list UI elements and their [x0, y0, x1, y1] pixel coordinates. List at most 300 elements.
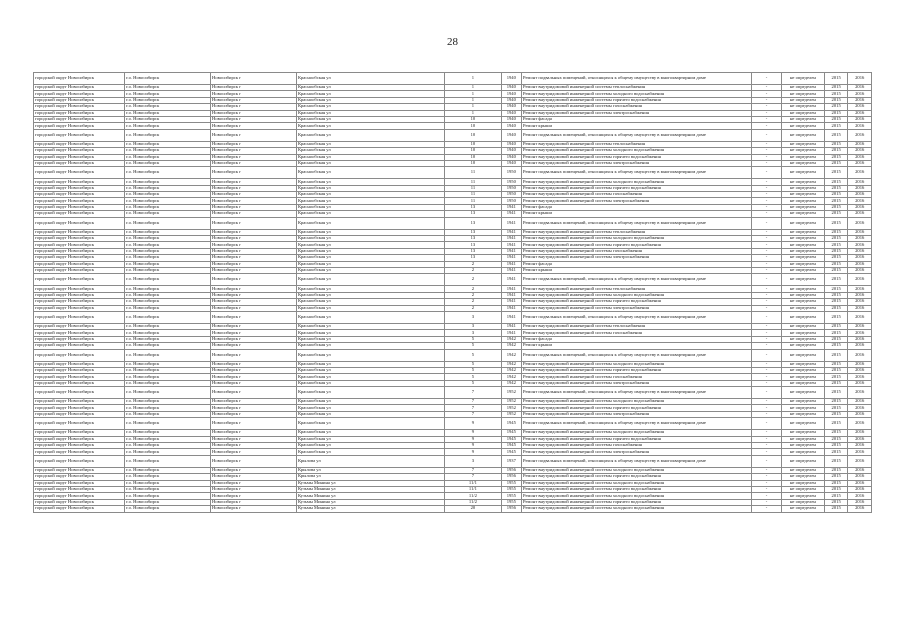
end-year-cell: 2016	[848, 443, 872, 449]
work-type-cell: Ремонт внутридомовой инженерной системы газоснабжения	[522, 192, 752, 198]
funding-cell: не определен	[781, 430, 824, 436]
build-year-cell: 1941	[501, 248, 521, 254]
work-type-cell: Ремонт внутридомовой инженерной системы холодного водоснабжения	[522, 480, 752, 486]
funding-cell: не определен	[781, 154, 824, 160]
build-year-cell: 1950	[501, 198, 521, 204]
build-year-cell: 1956	[501, 506, 521, 512]
work-type-cell: Ремонт подвальных помещений, относящихся к общему имуществу в многоквартирном доме	[522, 311, 752, 323]
city-cell: Новосибирск г	[211, 349, 297, 361]
start-year-cell: 2015	[824, 455, 848, 467]
street-cell: Краснообская ул	[296, 116, 444, 122]
house-number-cell: 9	[445, 443, 501, 449]
city-cell: Новосибирск г	[211, 167, 297, 179]
build-year-cell: 1940	[501, 148, 521, 154]
work-type-cell: Ремонт внутридомовой инженерной системы горячего водоснабжения	[522, 436, 752, 442]
house-number-cell: 13	[445, 229, 501, 235]
municipal-district-cell: г.о. Новосибирск	[125, 361, 211, 367]
city-cell: Новосибирск г	[211, 336, 297, 342]
house-number-cell: 10	[445, 141, 501, 147]
city-cell: Новосибирск г	[211, 299, 297, 305]
start-year-cell: 2015	[824, 255, 848, 261]
start-year-cell: 2015	[824, 236, 848, 242]
start-year-cell: 2015	[824, 305, 848, 311]
cost-cell: -	[752, 486, 782, 492]
city-cell: Новосибирск г	[211, 330, 297, 336]
end-year-cell: 2016	[848, 110, 872, 116]
work-type-cell: Ремонт подвальных помещений, относящихся к общему имуществу в многоквартирном доме	[522, 274, 752, 286]
start-year-cell: 2015	[824, 292, 848, 298]
city-cell: Новосибирск г	[211, 73, 297, 85]
city-cell: Новосибирск г	[211, 480, 297, 486]
start-year-cell: 2015	[824, 123, 848, 129]
funding-cell: не определен	[781, 455, 824, 467]
build-year-cell: 1956	[501, 474, 521, 480]
end-year-cell: 2016	[848, 104, 872, 110]
municipality-cell: городской округ Новосибирск	[34, 242, 125, 248]
street-cell: Краснообская ул	[296, 97, 444, 103]
municipality-cell: городской округ Новосибирск	[34, 292, 125, 298]
end-year-cell: 2016	[848, 211, 872, 217]
municipal-district-cell: г.о. Новосибирск	[125, 443, 211, 449]
work-type-cell: Ремонт внутридомовой инженерной системы теплоснабжения	[522, 323, 752, 329]
end-year-cell: 2016	[848, 204, 872, 210]
municipal-district-cell: г.о. Новосибирск	[125, 299, 211, 305]
city-cell: Новосибирск г	[211, 160, 297, 166]
funding-cell: не определен	[781, 418, 824, 430]
cost-cell: -	[752, 97, 782, 103]
start-year-cell: 2015	[824, 91, 848, 97]
cost-cell: -	[752, 299, 782, 305]
cost-cell: -	[752, 405, 782, 411]
work-type-cell: Ремонт фасада	[522, 336, 752, 342]
street-cell: Краснообская ул	[296, 154, 444, 160]
start-year-cell: 2015	[824, 97, 848, 103]
municipality-cell: городской округ Новосибирск	[34, 380, 125, 386]
funding-cell: не определен	[781, 349, 824, 361]
end-year-cell: 2016	[848, 274, 872, 286]
end-year-cell: 2016	[848, 367, 872, 373]
end-year-cell: 2016	[848, 343, 872, 349]
house-number-cell: 7	[445, 467, 501, 473]
street-cell: Крылова ул	[296, 474, 444, 480]
street-cell: Кузьмы Минина ул	[296, 480, 444, 486]
work-type-cell: Ремонт фасада	[522, 204, 752, 210]
work-type-cell: Ремонт подвальных помещений, относящихся к общему имуществу в многоквартирном доме	[522, 129, 752, 141]
municipality-cell: городской округ Новосибирск	[34, 349, 125, 361]
cost-cell: -	[752, 361, 782, 367]
house-number-cell: 7	[445, 399, 501, 405]
start-year-cell: 2015	[824, 418, 848, 430]
municipality-cell: городской округ Новосибирск	[34, 179, 125, 185]
city-cell: Новосибирск г	[211, 229, 297, 235]
municipal-district-cell: г.о. Новосибирск	[125, 154, 211, 160]
municipal-district-cell: г.о. Новосибирск	[125, 167, 211, 179]
start-year-cell: 2015	[824, 286, 848, 292]
house-number-cell: 2	[445, 305, 501, 311]
house-number-cell: 13	[445, 217, 501, 229]
municipality-cell: городской округ Новосибирск	[34, 204, 125, 210]
house-number-cell: 7	[445, 405, 501, 411]
cost-cell: -	[752, 349, 782, 361]
street-cell: Краснообская ул	[296, 192, 444, 198]
street-cell: Краснообская ул	[296, 85, 444, 91]
cost-cell: -	[752, 455, 782, 467]
build-year-cell: 1950	[501, 167, 521, 179]
municipal-district-cell: г.о. Новосибирск	[125, 405, 211, 411]
build-year-cell: 1941	[501, 204, 521, 210]
end-year-cell: 2016	[848, 336, 872, 342]
build-year-cell: 1950	[501, 192, 521, 198]
cost-cell: -	[752, 85, 782, 91]
municipality-cell: городской округ Новосибирск	[34, 443, 125, 449]
street-cell: Краснообская ул	[296, 167, 444, 179]
build-year-cell: 1941	[501, 286, 521, 292]
end-year-cell: 2016	[848, 91, 872, 97]
house-number-cell: 9	[445, 418, 501, 430]
street-cell: Краснообская ул	[296, 349, 444, 361]
end-year-cell: 2016	[848, 436, 872, 442]
funding-cell: не определен	[781, 292, 824, 298]
work-type-cell: Ремонт внутридомовой инженерной системы холодного водоснабжения	[522, 493, 752, 499]
funding-cell: не определен	[781, 506, 824, 512]
start-year-cell: 2015	[824, 436, 848, 442]
street-cell: Краснообская ул	[296, 330, 444, 336]
cost-cell: -	[752, 399, 782, 405]
start-year-cell: 2015	[824, 330, 848, 336]
cost-cell: -	[752, 104, 782, 110]
street-cell: Краснообская ул	[296, 418, 444, 430]
cost-cell: -	[752, 148, 782, 154]
city-cell: Новосибирск г	[211, 323, 297, 329]
build-year-cell: 1937	[501, 455, 521, 467]
house-number-cell: 5	[445, 367, 501, 373]
city-cell: Новосибирск г	[211, 248, 297, 254]
build-year-cell: 1941	[501, 217, 521, 229]
build-year-cell: 1940	[501, 154, 521, 160]
end-year-cell: 2016	[848, 323, 872, 329]
street-cell: Краснообская ул	[296, 286, 444, 292]
cost-cell: -	[752, 493, 782, 499]
municipal-district-cell: г.о. Новосибирск	[125, 343, 211, 349]
end-year-cell: 2016	[848, 154, 872, 160]
street-cell: Краснообская ул	[296, 361, 444, 367]
start-year-cell: 2015	[824, 217, 848, 229]
municipal-district-cell: г.о. Новосибирск	[125, 97, 211, 103]
municipal-district-cell: г.о. Новосибирск	[125, 211, 211, 217]
cost-cell: -	[752, 116, 782, 122]
municipality-cell: городской округ Новосибирск	[34, 160, 125, 166]
city-cell: Новосибирск г	[211, 305, 297, 311]
work-type-cell: Ремонт внутридомовой инженерной системы газоснабжения	[522, 374, 752, 380]
work-type-cell: Ремонт внутридомовой инженерной системы электроснабжения	[522, 198, 752, 204]
end-year-cell: 2016	[848, 148, 872, 154]
end-year-cell: 2016	[848, 286, 872, 292]
city-cell: Новосибирск г	[211, 123, 297, 129]
street-cell: Краснообская ул	[296, 110, 444, 116]
municipality-cell: городской округ Новосибирск	[34, 129, 125, 141]
street-cell: Кузьмы Минина ул	[296, 506, 444, 512]
cost-cell: -	[752, 387, 782, 399]
street-cell: Краснообская ул	[296, 374, 444, 380]
city-cell: Новосибирск г	[211, 236, 297, 242]
funding-cell: не определен	[781, 343, 824, 349]
cost-cell: -	[752, 242, 782, 248]
work-type-cell: Ремонт внутридомовой инженерной системы газоснабжения	[522, 330, 752, 336]
funding-cell: не определен	[781, 311, 824, 323]
build-year-cell: 1955	[501, 493, 521, 499]
municipality-cell: городской округ Новосибирск	[34, 506, 125, 512]
build-year-cell: 1941	[501, 330, 521, 336]
build-year-cell: 1941	[501, 229, 521, 235]
house-number-cell: 2	[445, 292, 501, 298]
table-row	[34, 418, 872, 430]
cost-cell: -	[752, 418, 782, 430]
house-number-cell: 1	[445, 110, 501, 116]
work-type-cell: Ремонт внутридомовой инженерной системы газоснабжения	[522, 443, 752, 449]
city-cell: Новосибирск г	[211, 449, 297, 455]
build-year-cell: 1941	[501, 299, 521, 305]
work-type-cell: Ремонт внутридомовой инженерной системы газоснабжения	[522, 248, 752, 254]
build-year-cell: 1952	[501, 399, 521, 405]
municipal-district-cell: г.о. Новосибирск	[125, 349, 211, 361]
house-number-cell: 5	[445, 349, 501, 361]
house-number-cell: 11	[445, 198, 501, 204]
municipality-cell: городской округ Новосибирск	[34, 311, 125, 323]
start-year-cell: 2015	[824, 198, 848, 204]
municipal-district-cell: г.о. Новосибирск	[125, 380, 211, 386]
work-type-cell: Ремонт крыши	[522, 343, 752, 349]
funding-cell: не определен	[781, 255, 824, 261]
house-number-cell: 5	[445, 380, 501, 386]
street-cell: Крылова ул	[296, 467, 444, 473]
work-type-cell: Ремонт внутридомовой инженерной системы теплоснабжения	[522, 229, 752, 235]
end-year-cell: 2016	[848, 267, 872, 273]
build-year-cell: 1942	[501, 367, 521, 373]
work-type-cell: Ремонт подвальных помещений, относящихся к общему имуществу в многоквартирном доме	[522, 387, 752, 399]
cost-cell: -	[752, 330, 782, 336]
street-cell: Краснообская ул	[296, 367, 444, 373]
city-cell: Новосибирск г	[211, 211, 297, 217]
cost-cell: -	[752, 110, 782, 116]
house-number-cell: 2	[445, 267, 501, 273]
table-row	[34, 387, 872, 399]
city-cell: Новосибирск г	[211, 141, 297, 147]
funding-cell: не определен	[781, 449, 824, 455]
cost-cell: -	[752, 229, 782, 235]
end-year-cell: 2016	[848, 123, 872, 129]
municipality-cell: городской округ Новосибирск	[34, 85, 125, 91]
house-number-cell: 5	[445, 336, 501, 342]
end-year-cell: 2016	[848, 474, 872, 480]
city-cell: Новосибирск г	[211, 204, 297, 210]
funding-cell: не определен	[781, 380, 824, 386]
table-row	[34, 274, 872, 286]
house-number-cell: 9	[445, 430, 501, 436]
funding-cell: не определен	[781, 97, 824, 103]
end-year-cell: 2016	[848, 248, 872, 254]
work-type-cell: Ремонт внутридомовой инженерной системы электроснабжения	[522, 380, 752, 386]
municipality-cell: городской округ Новосибирск	[34, 343, 125, 349]
start-year-cell: 2015	[824, 493, 848, 499]
table-body	[34, 73, 872, 513]
end-year-cell: 2016	[848, 299, 872, 305]
work-type-cell: Ремонт внутридомовой инженерной системы теплоснабжения	[522, 85, 752, 91]
municipal-district-cell: г.о. Новосибирск	[125, 217, 211, 229]
city-cell: Новосибирск г	[211, 405, 297, 411]
cost-cell: -	[752, 343, 782, 349]
build-year-cell: 1945	[501, 436, 521, 442]
funding-cell: не определен	[781, 323, 824, 329]
start-year-cell: 2015	[824, 499, 848, 505]
city-cell: Новосибирск г	[211, 411, 297, 417]
house-number-cell: 10	[445, 123, 501, 129]
end-year-cell: 2016	[848, 361, 872, 367]
start-year-cell: 2015	[824, 185, 848, 191]
start-year-cell: 2015	[824, 242, 848, 248]
cost-cell: -	[752, 374, 782, 380]
end-year-cell: 2016	[848, 192, 872, 198]
house-number-cell: 10	[445, 129, 501, 141]
municipal-district-cell: г.о. Новосибирск	[125, 141, 211, 147]
house-number-cell: 5	[445, 374, 501, 380]
cost-cell: -	[752, 480, 782, 486]
end-year-cell: 2016	[848, 480, 872, 486]
house-number-cell: 20	[445, 506, 501, 512]
start-year-cell: 2015	[824, 367, 848, 373]
build-year-cell: 1942	[501, 380, 521, 386]
house-number-cell: 10	[445, 116, 501, 122]
house-number-cell: 11/1	[445, 486, 501, 492]
funding-cell: не определен	[781, 236, 824, 242]
street-cell: Кузьмы Минина ул	[296, 486, 444, 492]
municipality-cell: городской округ Новосибирск	[34, 336, 125, 342]
build-year-cell: 1941	[501, 242, 521, 248]
street-cell: Краснообская ул	[296, 411, 444, 417]
start-year-cell: 2015	[824, 336, 848, 342]
municipal-district-cell: г.о. Новосибирск	[125, 506, 211, 512]
cost-cell: -	[752, 443, 782, 449]
funding-cell: не определен	[781, 192, 824, 198]
house-number-cell: 9	[445, 436, 501, 442]
municipality-cell: городской округ Новосибирск	[34, 274, 125, 286]
municipality-cell: городской округ Новосибирск	[34, 97, 125, 103]
street-cell: Краснообская ул	[296, 198, 444, 204]
start-year-cell: 2015	[824, 167, 848, 179]
street-cell: Краснообская ул	[296, 399, 444, 405]
start-year-cell: 2015	[824, 349, 848, 361]
funding-cell: не определен	[781, 198, 824, 204]
build-year-cell: 1940	[501, 141, 521, 147]
house-number-cell: 2	[445, 286, 501, 292]
work-type-cell: Ремонт внутридомовой инженерной системы холодного водоснабжения	[522, 399, 752, 405]
funding-cell: не определен	[781, 299, 824, 305]
cost-cell: -	[752, 411, 782, 417]
city-cell: Новосибирск г	[211, 274, 297, 286]
municipal-district-cell: г.о. Новосибирск	[125, 261, 211, 267]
house-number-cell: 3	[445, 323, 501, 329]
cost-cell: -	[752, 474, 782, 480]
cost-cell: -	[752, 380, 782, 386]
start-year-cell: 2015	[824, 343, 848, 349]
funding-cell: не определен	[781, 480, 824, 486]
build-year-cell: 1940	[501, 123, 521, 129]
start-year-cell: 2015	[824, 141, 848, 147]
end-year-cell: 2016	[848, 185, 872, 191]
work-type-cell: Ремонт внутридомовой инженерной системы электроснабжения	[522, 255, 752, 261]
house-number-cell: 11/2	[445, 493, 501, 499]
city-cell: Новосибирск г	[211, 255, 297, 261]
end-year-cell: 2016	[848, 255, 872, 261]
cost-cell: -	[752, 286, 782, 292]
build-year-cell: 1940	[501, 91, 521, 97]
funding-cell: не определен	[781, 387, 824, 399]
municipal-district-cell: г.о. Новосибирск	[125, 305, 211, 311]
street-cell: Краснообская ул	[296, 148, 444, 154]
house-number-cell: 11	[445, 185, 501, 191]
end-year-cell: 2016	[848, 160, 872, 166]
municipality-cell: городской округ Новосибирск	[34, 399, 125, 405]
cost-cell: -	[752, 179, 782, 185]
funding-cell: не определен	[781, 486, 824, 492]
municipality-cell: городской округ Новосибирск	[34, 229, 125, 235]
city-cell: Новосибирск г	[211, 493, 297, 499]
city-cell: Новосибирск г	[211, 506, 297, 512]
table-row	[34, 217, 872, 229]
end-year-cell: 2016	[848, 242, 872, 248]
end-year-cell: 2016	[848, 380, 872, 386]
municipal-district-cell: г.о. Новосибирск	[125, 367, 211, 373]
municipal-district-cell: г.о. Новосибирск	[125, 179, 211, 185]
city-cell: Новосибирск г	[211, 474, 297, 480]
city-cell: Новосибирск г	[211, 486, 297, 492]
work-type-cell: Ремонт внутридомовой инженерной системы холодного водоснабжения	[522, 236, 752, 242]
house-number-cell: 2	[445, 274, 501, 286]
build-year-cell: 1952	[501, 387, 521, 399]
repair-schedule-table-container	[33, 72, 872, 513]
work-type-cell: Ремонт фасада	[522, 116, 752, 122]
work-type-cell: Ремонт внутридомовой инженерной системы холодного водоснабжения	[522, 148, 752, 154]
municipal-district-cell: г.о. Новосибирск	[125, 198, 211, 204]
street-cell: Краснообская ул	[296, 323, 444, 329]
city-cell: Новосибирск г	[211, 198, 297, 204]
build-year-cell: 1940	[501, 104, 521, 110]
start-year-cell: 2015	[824, 486, 848, 492]
start-year-cell: 2015	[824, 204, 848, 210]
build-year-cell: 1940	[501, 97, 521, 103]
table-row	[34, 167, 872, 179]
work-type-cell: Ремонт внутридомовой инженерной системы газоснабжения	[522, 104, 752, 110]
municipality-cell: городской округ Новосибирск	[34, 418, 125, 430]
municipal-district-cell: г.о. Новосибирск	[125, 267, 211, 273]
build-year-cell: 1940	[501, 110, 521, 116]
build-year-cell: 1941	[501, 323, 521, 329]
start-year-cell: 2015	[824, 116, 848, 122]
start-year-cell: 2015	[824, 248, 848, 254]
build-year-cell: 1940	[501, 116, 521, 122]
street-cell: Краснообская ул	[296, 248, 444, 254]
funding-cell: не определен	[781, 104, 824, 110]
municipality-cell: городской округ Новосибирск	[34, 330, 125, 336]
cost-cell: -	[752, 185, 782, 191]
build-year-cell: 1945	[501, 430, 521, 436]
work-type-cell: Ремонт внутридомовой инженерной системы холодного водоснабжения	[522, 179, 752, 185]
municipality-cell: городской округ Новосибирск	[34, 374, 125, 380]
start-year-cell: 2015	[824, 480, 848, 486]
work-type-cell: Ремонт внутридомовой инженерной системы горячего водоснабжения	[522, 185, 752, 191]
municipality-cell: городской округ Новосибирск	[34, 455, 125, 467]
funding-cell: не определен	[781, 141, 824, 147]
street-cell: Кузьмы Минина ул	[296, 493, 444, 499]
